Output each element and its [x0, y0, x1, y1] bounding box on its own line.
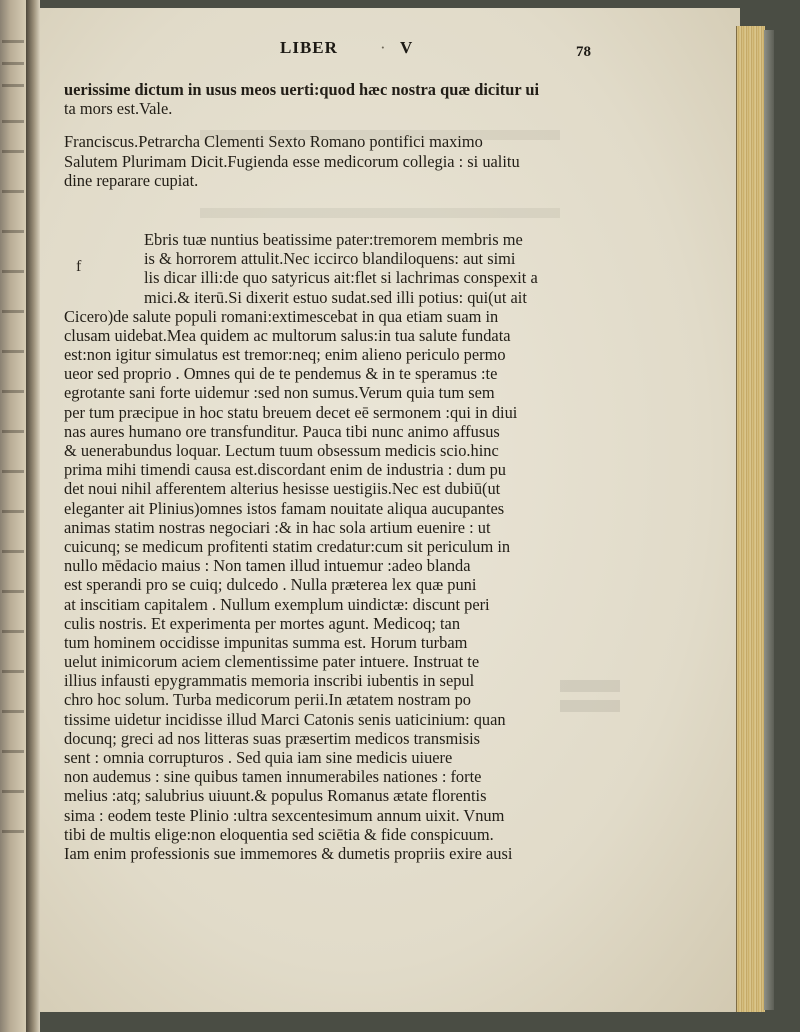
text-block: [64, 80, 584, 863]
text-line: tum hominem occidisse impunitas summa est. Horum turbam: [64, 632, 468, 652]
text-line: tibi de multis elige:non eloquentia sed sciētia & fide conspicuum.: [64, 824, 494, 844]
closing-paragraph: [64, 80, 584, 118]
text-line: is & horrorem attulit.Nec iccirco blandiloquens: aut simi: [144, 249, 516, 269]
text-line: non audemus : sine quibus tamen innumerabiles nationes : forte: [64, 767, 482, 787]
text-line: nullo mēdacio maius : Non tamen illud intuemur :adeo blanda: [64, 556, 471, 576]
text-line: at inscitiam capitalem . Nullum exemplum uindictæ: discunt peri: [64, 594, 490, 614]
guide-letter: f: [76, 258, 82, 275]
text-line: tissime uidetur incidisse illud Marci Catonis senis uaticinium: quan: [64, 709, 506, 729]
text-line: Ebris tuæ nuntius beatissime pater:tremorem membris me: [144, 229, 523, 249]
text-line: & uenerabundus loquar. Lectum tuum obsessum medicis scio.hinc: [64, 441, 499, 460]
text-line: ta mors est.Vale.: [64, 99, 173, 119]
letter-body: [64, 230, 584, 863]
text-line: dine reparare cupiat.: [64, 170, 199, 190]
text-line: Salutem Plurimam Dicit.Fugienda esse medicorum collegia : si ualitu: [64, 151, 520, 171]
text-line: sima : eodem teste Plinio :ultra sexcentesimum annum uixit. Vnum: [64, 805, 505, 825]
text-line: cuicunq; se medicum profitenti statim credatur:cum sit periculum in: [64, 536, 511, 556]
text-line: eleganter ait Plinius)omnes istos famam nouitate aliqua aucupantes: [64, 498, 505, 518]
text-line: culis nostris. Et experimenta per mortes agunt. Medicoq; tan: [64, 613, 461, 633]
text-line: mici.& iterū.Si dixerit estuo sudat.sed illi potius: qui(ut ait: [144, 287, 527, 307]
running-head-separator: ·: [380, 38, 386, 57]
text-line: animas statim nostras negociari :& in hac sola artium euenire : ut: [64, 517, 491, 537]
text-line: ueor sed proprio . Omnes qui de te pendemus & in te speramus :te: [64, 364, 498, 384]
text-line: uerissime dictum in usus meos uerti:quod hæc nostra quæ dicitur ui: [64, 80, 540, 99]
text-line: lis dicar illi:de quo satyricus ait:flet si lachrimas conspexit a: [144, 268, 538, 288]
facing-page-edge: [0, 0, 26, 1032]
text-line: Cicero)de salute populi romani:extimescebat in qua etiam suam in: [64, 306, 499, 326]
text-line: det noui nihil afferentem alterius hesisse uestigiis.Nec est dubiū(ut: [64, 479, 501, 499]
text-line: sent : omnia corrupturos . Sed quia iam sine medicis uiuere: [64, 748, 453, 767]
text-line: illius infausti epygrammatis memoria inscribi iubentis in sepul: [64, 671, 475, 691]
text-line: est sperandi pro se cuiq; dulcedo . Nulla præterea lex quæ puni: [64, 575, 477, 595]
text-line: prima mihi timendi causa est.discordant enim de industria : dum pu: [64, 460, 507, 480]
text-line: docunq; greci ad nos litteras suas præsertim medicos transmisis: [64, 728, 481, 748]
text-line: egrotante sani forte uidemur :sed non sumus.Verum quia tum sem: [64, 383, 495, 403]
text-line: melius :atq; salubrius uiuunt.& populus Romanus ætate florentis: [64, 786, 487, 806]
folio-number: 78: [576, 44, 591, 60]
text-line: clusam uidebat.Mea quidem ac multorum salus:in tua salute fundata: [64, 325, 511, 345]
running-head-volume: V: [400, 38, 413, 57]
text-line: nas aures humano ore transfunditur. Pauca tibi nunc animo affusus: [64, 421, 500, 441]
page-block-edge: [736, 26, 765, 1012]
book-gutter: [26, 0, 40, 1032]
text-line: uelut inimicorum aciem clementissime pater intuere. Instruat te: [64, 652, 480, 672]
running-head-title: LIBER: [280, 38, 338, 57]
letter-heading: [64, 132, 584, 190]
text-line: est:non igitur simulatus est tremor:neq; enim alieno periculo permo: [64, 345, 506, 365]
text-line: Iam enim professionis sue immemores & dumetis propriis exire ausi: [64, 843, 513, 863]
page-block-shadow: [764, 30, 774, 1010]
running-head: [190, 36, 690, 62]
text-line: per tum præcipue in hoc statu breuem decet eē sermonem :qui in diui: [64, 402, 518, 422]
text-line: chro hoc solum. Turba medicorum perii.In ætatem nostram po: [64, 690, 471, 710]
text-line: Franciscus.Petrarcha Clementi Sexto Romano pontifici maximo: [64, 132, 483, 152]
